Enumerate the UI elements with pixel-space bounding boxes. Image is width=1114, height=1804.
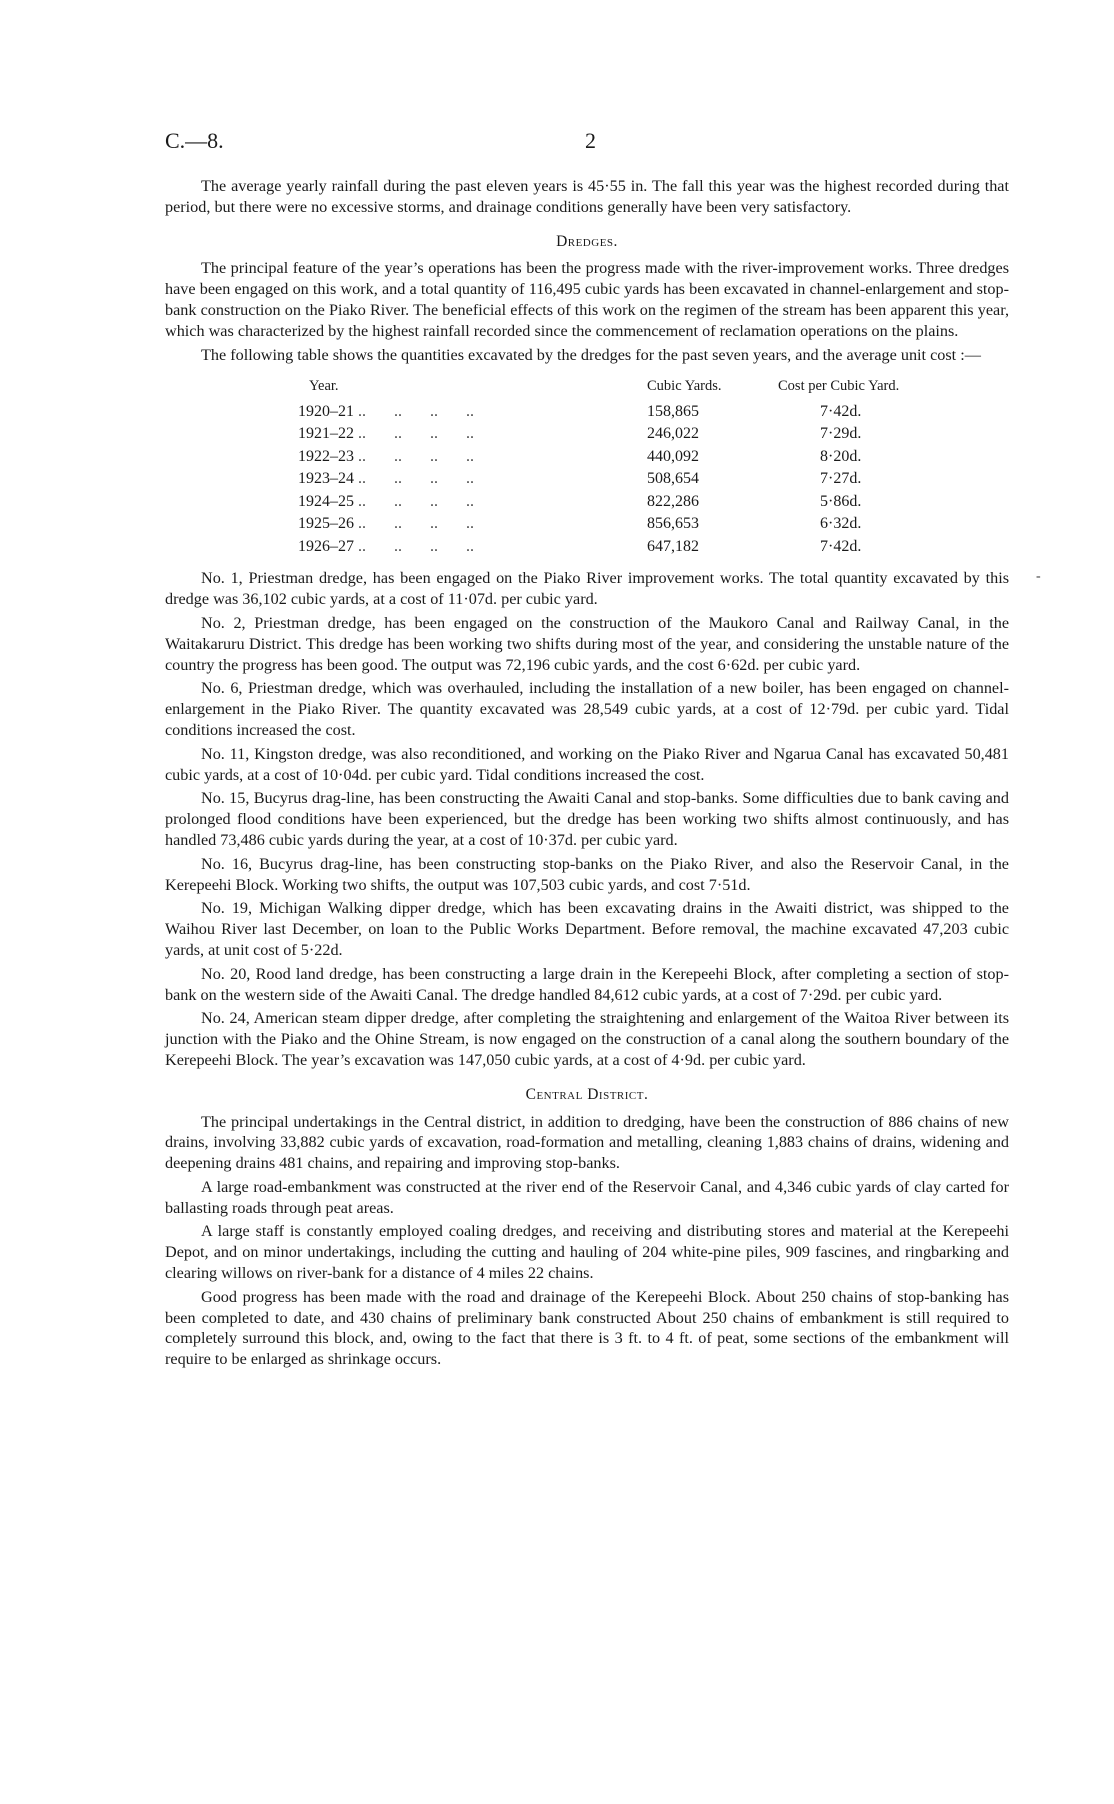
year-cell: 1925–26 .. .. .. .. <box>298 515 474 533</box>
table-header-row <box>297 375 939 401</box>
leader-dots: .. .. .. .. <box>354 425 474 443</box>
leader-dots: .. .. .. .. <box>354 537 474 555</box>
table-row <box>297 491 939 514</box>
column-header-year: Year. <box>309 378 339 395</box>
section-heading-central-district: Central District. <box>525 1085 649 1103</box>
cost-cell: 7·42d. <box>820 402 862 420</box>
year-cell: 1922–23 .. .. .. .. <box>298 447 474 465</box>
year-cell: 1921–22 .. .. .. .. <box>298 425 474 443</box>
table-row <box>297 468 939 491</box>
year-cell: 1926–27 .. .. .. .. <box>298 537 474 555</box>
cost-cell: 7·29d. <box>820 425 862 443</box>
paragraph-dredge-24: No. 24, American steam dipper dredge, after completing the straightening and enlargement of the Waitoa River between its junction with the Piako and the Ohine Stream, is now engaged on the construction of a canal along the southern boundary of the Kerepeehi Block. The year’s excavation was 147,050 cubic yards, at a cost of 4·9d. per cubic yard. <box>165 1009 1009 1069</box>
paragraph-dredge-6: No. 6, Priestman dredge, which was overhauled, including the installation of a new boiler, has been engaged on channel-enlargement in the Piako River. The quantity excavated was 28,549 cubic yards, at a cost of 12·79d. per cubic yard. Tidal conditions increased the cost. <box>165 679 1009 739</box>
paragraph-dredge-1: No. 1, Priestman dredge, has been engaged on the Piako River improvement works. The total quantity excavated by this dredge was 36,102 cubic yards, at a cost of 11·07d. per cubic yard. <box>165 569 1009 609</box>
paragraph: The principal feature of the year’s operations has been the progress made with the river-improvement works. Three dredges have been engaged on this work, and a total quantity of 116,495 cubic yards has been excavated in channel-enlargement and stop-bank construction on the Piako River. The beneficial effects of this work on the regimen of the stream has been apparent this year, which was characterized by the highest rainfall recorded since the commencement of reclamation operations on the plains. <box>165 259 1009 340</box>
paragraph-dredge-20: No. 20, Rood land dredge, has been constructing a large drain in the Kerepeehi Block, after completing a section of stop-bank on the western side of the Awaiti Canal. The dredge handled 84,612 cubic yards, at a cost of 7·29d. per cubic yard. <box>165 964 1009 1004</box>
rainfall-paragraph: The average yearly rainfall during the past eleven years is 45·55 in. The fall this year was the highest recorded during that period, but there were no excessive storms, and drainage conditions generally have been very satisfactory. <box>165 177 1009 216</box>
table-row <box>297 401 939 424</box>
document-reference: C.—8. <box>165 128 224 153</box>
year-cell: 1920–21 .. .. .. .. <box>298 402 474 420</box>
leader-dots: .. .. .. .. <box>354 492 474 510</box>
page-header <box>165 128 1009 158</box>
year-cell: 1924–25 .. .. .. .. <box>298 492 474 510</box>
paragraph-dredge-2: No. 2, Priestman dredge, has been engaged on the construction of the Maukoro Canal and Railway Canal, in the Waitakaruru District. This dredge has been working two shifts during most of the year, and considering the unstable nature of the country the progress has been good. The output was 72,196 cubic yards, and the cost 6·62d. per cubic yard. <box>165 613 1009 674</box>
column-header-cost: Cost per Cubic Yard. <box>778 378 900 395</box>
paragraph: Good progress has been made with the road and drainage of the Kerepeehi Block. About 250 chains of stop-banking has been completed to date, and 430 chains of preliminary bank constructed About 250 chains of embankment is still required to completely surround this block, and, owing to the fact that there is 3 ft. to 4 ft. of peat, some sections of the embankment will require to be enlarged as shrinkage occurs. <box>165 1287 1009 1369</box>
table-row <box>297 446 939 469</box>
leader-dots: .. .. .. .. <box>354 447 474 465</box>
cubic-yards-cell: 647,182 <box>647 537 699 555</box>
cost-cell: 5·86d. <box>820 492 862 510</box>
table-row <box>297 423 939 446</box>
year-cell: 1923–24 .. .. .. .. <box>298 470 474 488</box>
paragraph-dredge-15: No. 15, Bucyrus drag-line, has been constructing the Awaiti Canal and stop-banks. Some difficulties due to bank caving and prolonged flood conditions have been experienced, but the dredge has been working two shifts almost continuously, and has handled 73,486 cubic yards during the year, at a cost of 10·37d. per cubic yard. <box>165 789 1009 849</box>
cubic-yards-cell: 822,286 <box>647 492 699 510</box>
page-body <box>165 176 1009 1373</box>
cubic-yards-cell: 856,653 <box>647 515 699 533</box>
paragraph: A large staff is constantly employed coaling dredges, and receiving and distributing stores and material at the Kerepeehi Depot, and on minor undertakings, including the cutting and hauling of 204 white-pine piles, 909 fascines, and ringbarking and clearing willows on river-bank for a distance of 4 miles 22 chains. <box>165 1222 1009 1283</box>
leader-dots: .. .. .. .. <box>354 470 474 488</box>
paragraph-dredge-11: No. 11, Kingston dredge, was also reconditioned, and working on the Piako River and Ngarua Canal has excavated 50,481 cubic yards, at a cost of 10·04d. per cubic yard. Tidal conditions increased the cost. <box>165 744 1009 784</box>
paragraph-dredge-19: No. 19, Michigan Walking dipper dredge, which has been excavating drains in the Awaiti district, was shipped to the Waihou River last December, on loan to the Public Works Department. Before removal, the machine excavated 47,203 cubic yards, at unit cost of 5·22d. <box>165 899 1009 959</box>
cost-cell: 7·42d. <box>820 537 862 555</box>
cubic-yards-cell: 508,654 <box>647 470 699 488</box>
cost-cell: 6·32d. <box>820 515 862 533</box>
column-header-cubic-yards: Cubic Yards. <box>647 378 722 395</box>
paragraph: A large road-embankment was constructed at the river end of the Reservoir Canal, and 4,346 cubic yards of clay carted for ballasting roads through peat areas. <box>165 1177 1009 1217</box>
leader-dots: .. .. .. .. <box>354 402 474 420</box>
cost-cell: 7·27d. <box>820 470 862 488</box>
leader-dots: .. .. .. .. <box>354 515 474 533</box>
cubic-yards-cell: 158,865 <box>647 402 699 420</box>
paragraph: The principal undertakings in the Central district, in addition to dredging, have been the construction of 886 chains of new drains, involving 33,882 cubic yards of excavation, road-formation and metalling, cleaning 1,883 chains of drains, widening and deepening drains 481 chains, and repairing and improving stop-banks. <box>165 1112 1009 1173</box>
cubic-yards-cell: 440,092 <box>647 447 699 465</box>
paragraph-dredge-16: No. 16, Bucyrus drag-line, has been constructing stop-banks on the Piako River, and also the Reservoir Canal, in the Kerepeehi Block. Working two shifts, the output was 107,503 cubic yards, and cost 7·51d. <box>165 854 1009 894</box>
paragraph: The following table shows the quantities excavated by the dredges for the past seven years, and the average unit cost :— <box>201 345 981 364</box>
table-row <box>297 513 939 536</box>
dredge-quantities-table <box>297 375 939 558</box>
section-heading-dredges: Dredges. <box>556 232 618 250</box>
page-number: 2 <box>585 128 596 153</box>
cubic-yards-cell: 246,022 <box>647 425 699 443</box>
table-row <box>297 536 939 559</box>
margin-mark: - <box>1036 569 1041 584</box>
cost-cell: 8·20d. <box>820 447 862 465</box>
